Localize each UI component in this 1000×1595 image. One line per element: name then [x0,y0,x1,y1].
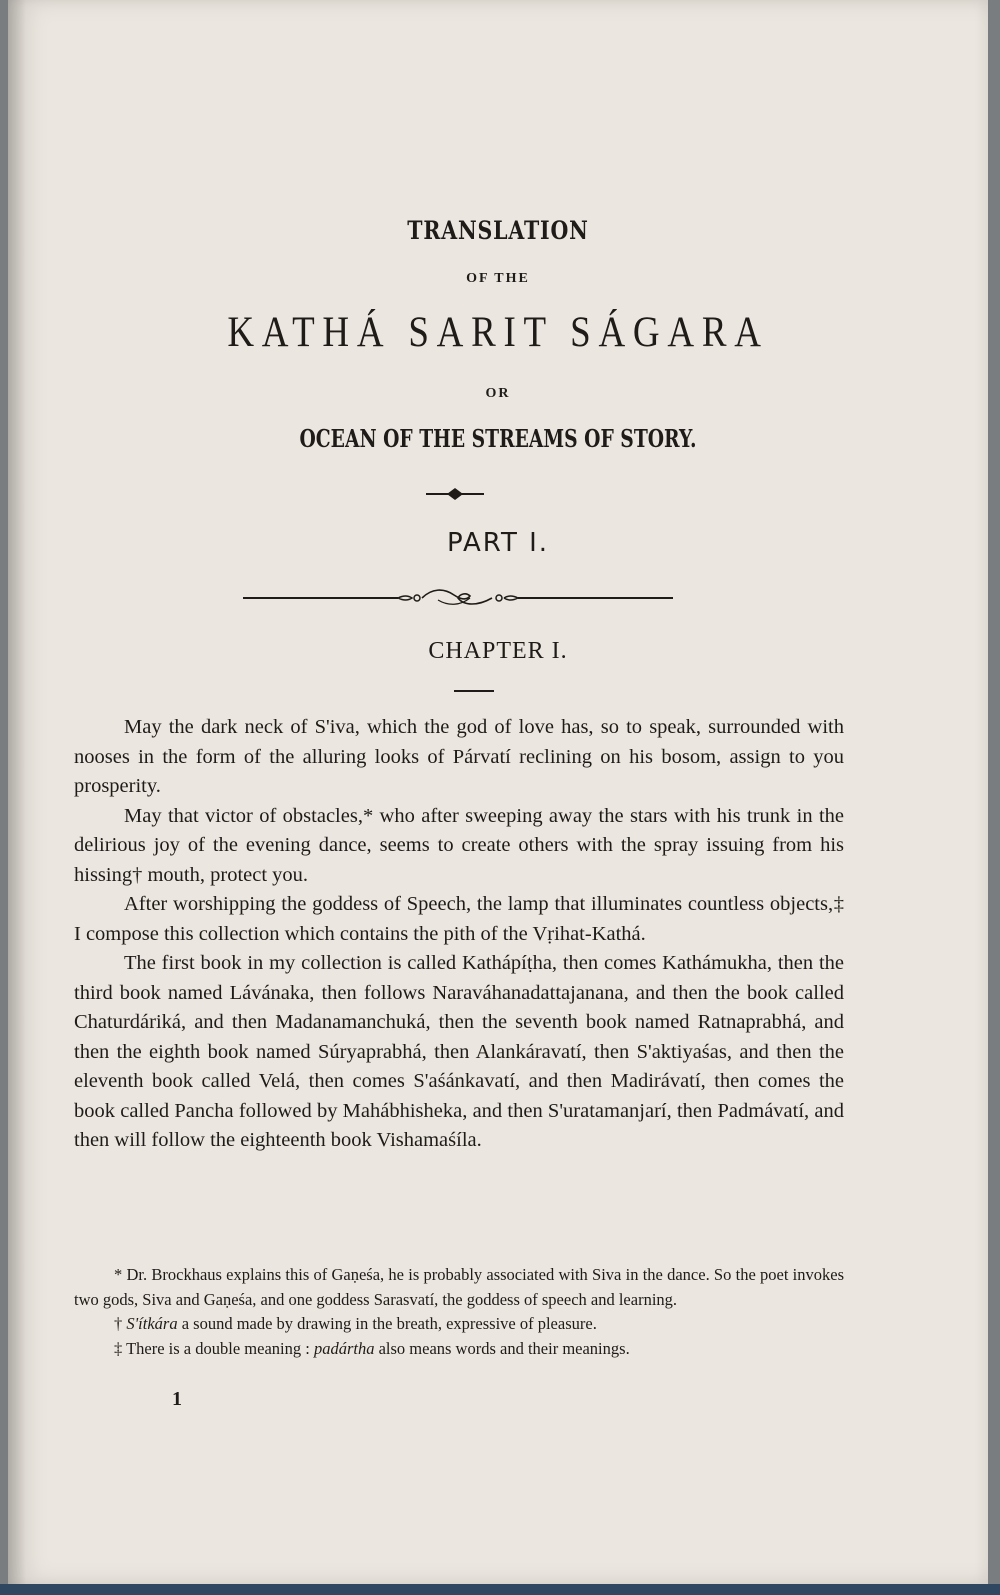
book-page [8,0,988,1584]
paragraph: The first book in my collection is called Kathápíṭha, then comes Kathámukha, then the third book named Lávánaka, then follows Naraváhanadattajanana, and then the book called Chaturdáriká, and then Madanamanchuká, then the seventh book named Ratnaprabhá, and then the eighth book named Súryaprabhá, then Alankáravatí, then S'aktiyaśas, and then the eleventh book called Velá, then comes S'aśánkavatí, and then Madirávatí, then comes the book called Pancha followed by Mahábhisheka, and then S'uratamanjarí, then Padmávatí, and then will follow the eighteenth book Vishamaśíla. [74,952,844,1151]
chapter-heading: CHAPTER I. [428,638,568,664]
title-or: OR [485,386,511,401]
part-heading: PART I. [446,528,550,558]
footnote-text: a sound made by drawing in the breath, expressive of pleasure. [177,1314,597,1333]
footnote-3 [74,1337,844,1362]
footnote-mark: ‡ [114,1338,123,1358]
paragraph: After worshipping the goddess of Speech, the lamp that illuminates countless objects,‡ I compose this collection which contains the pith of the Vṛihat-Kathá. [74,893,844,945]
footnote-term: S'ítkára [126,1314,178,1333]
body-text [74,713,844,1156]
book-title: KATHÁ SARIT SÁGARA [227,309,769,356]
title-translation: TRANSLATION [407,216,589,245]
footnote-text: also means words and their meanings. [374,1338,630,1358]
footnote-2 [74,1312,844,1337]
spine-shadow [8,0,26,1584]
bottom-edge [0,1584,1000,1595]
diamond-ornament-icon [8,484,988,504]
footnotes [74,1263,844,1361]
divider [454,690,494,692]
footnote-text: There is a double meaning : [122,1338,314,1358]
footnote-mark: † [114,1314,123,1333]
footnote-term: padártha [313,1338,375,1358]
paragraph: May the dark neck of S'iva, which the god of love has, so to speak, surrounded with nooses in the form of the alluring looks of Párvatí reclining on his bosom, assign to you prosperity. [74,716,844,797]
footnote-1: * Dr. Brockhaus explains this of Gaṇeśa, he is probably associated with Siva in the dance. So the poet invokes two gods, Siva and Gaṇeśa, and one goddess Sarasvatí, the goddess of speech and learning. [74,1265,844,1309]
scroll-ornament-icon [8,586,988,610]
page-number: 1 [172,1388,182,1410]
title-of-the: OF THE [466,271,530,286]
book-subtitle: OCEAN OF THE STREAMS OF STORY. [299,424,697,453]
paragraph: May that victor of obstacles,* who after sweeping away the stars with his trunk in the delirious joy of the evening dance, seems to create others with the spray issuing from his hissing† mouth, protect you. [74,804,844,886]
